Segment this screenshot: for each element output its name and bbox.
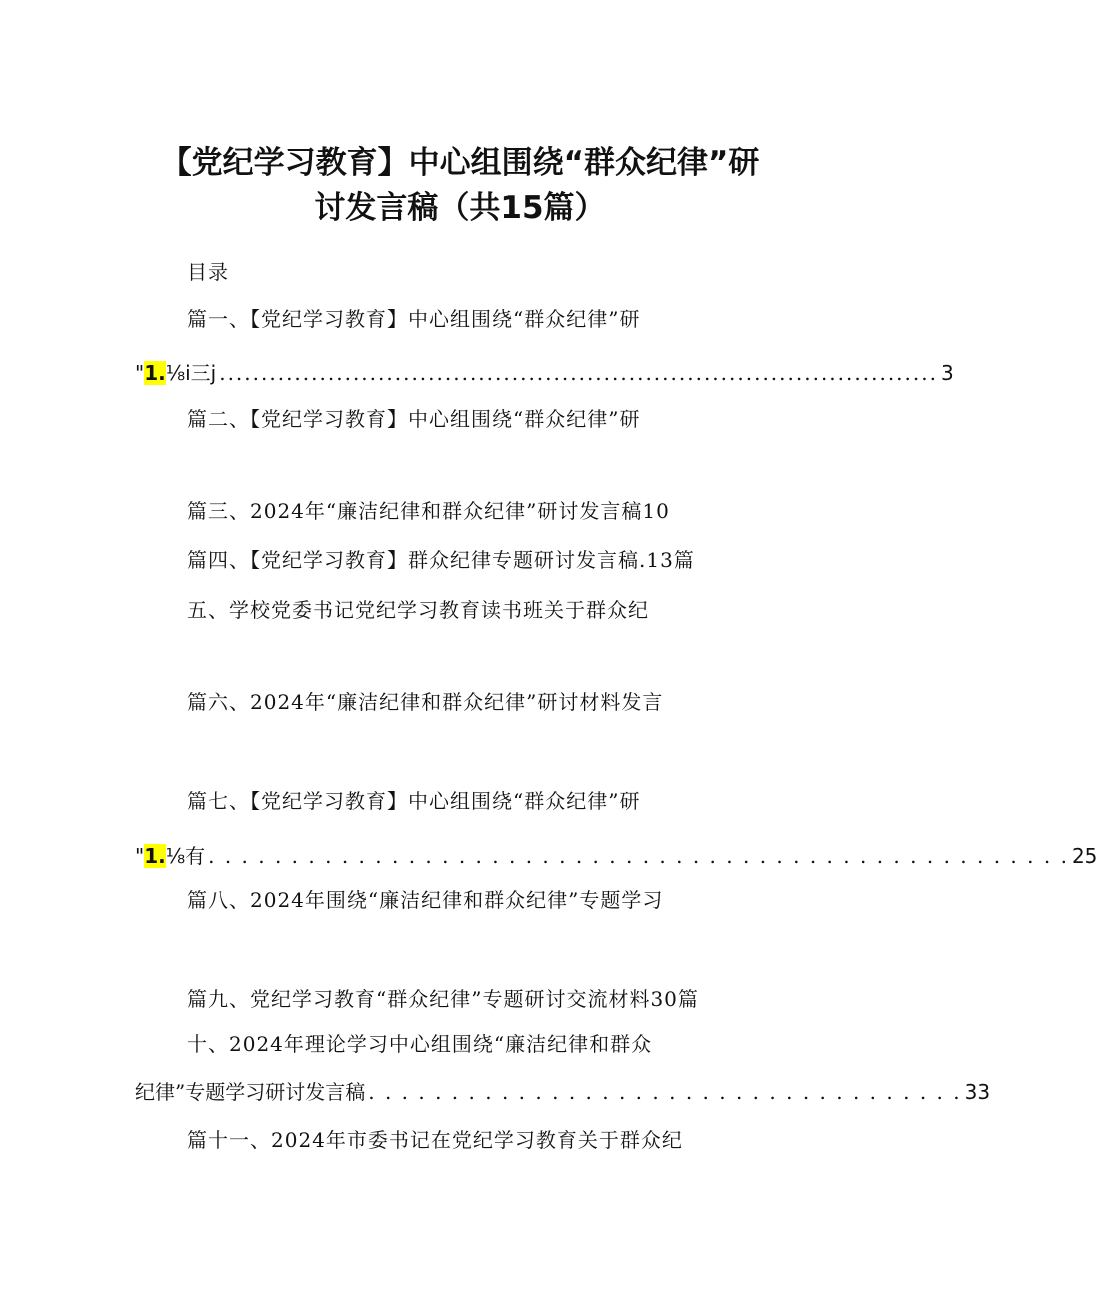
toc-entry-8: 篇八、2024年围绕“廉洁纪律和群众纪律”专题学习 (187, 888, 664, 912)
page-number: 33 (964, 1080, 991, 1104)
toc-heading: 目录 (187, 260, 229, 284)
toc-entry-10: 十、2024年理论学习中心组围绕“廉洁纪律和群众 (187, 1032, 653, 1056)
toc-entry-1-continuation (135, 357, 954, 386)
toc-entry-7-garbled-text: ⅛有 (165, 844, 206, 868)
page-number: 25 (1071, 844, 1097, 868)
toc-entry-7-continuation (135, 840, 1097, 869)
toc-entry-2: 篇二、【党纪学习教育】中心组围绕“群众纪律”研 (187, 407, 641, 431)
toc-entry-7-quote: " (135, 844, 145, 868)
dot-leader: . . . . . . . . . . . . . . . . . . . . . . . . . . . . . . . . . . . . (368, 1080, 962, 1104)
toc-entry-10-text: 纪律”专题学习研讨发言稿 (135, 1080, 366, 1104)
toc-entry-6: 篇六、2024年“廉洁纪律和群众纪律”研讨材料发言 (187, 690, 664, 714)
highlighted-number: 1. (144, 844, 166, 868)
toc-entry-10-continuation (135, 1076, 991, 1105)
toc-entry-3: 篇三、2024年“廉洁纪律和群众纪律”研讨发言稿10 (187, 499, 670, 523)
highlighted-number: 1. (144, 361, 166, 385)
document-title-line-2: 讨发言稿（共15篇） (314, 190, 606, 226)
dot-leader: ...................................................................................... (219, 361, 938, 385)
document-title-line-1: 【党纪学习教育】中心组围绕“群众纪律”研 (160, 145, 760, 181)
toc-entry-9: 篇九、党纪学习教育“群众纪律”专题研讨交流材料30篇 (187, 987, 699, 1011)
toc-entry-11: 篇十一、2024年市委书记在党纪学习教育关于群众纪 (187, 1128, 683, 1152)
dot-leader: . . . . . . . . . . . . . . . . . . . . . . . . . . . . . . . . . . . . . . . . . . . . . . . . . . . . (208, 844, 1069, 868)
toc-entry-5: 五、学校党委书记党纪学习教育读书班关于群众纪 (187, 598, 649, 622)
toc-entry-1-quote: " (135, 361, 145, 385)
toc-entry-1-garbled-text: ⅛i三j (165, 361, 217, 385)
page-number: 3 (940, 361, 954, 385)
toc-entry-1: 篇一、【党纪学习教育】中心组围绕“群众纪律”研 (187, 307, 641, 331)
toc-entry-4: 篇四、【党纪学习教育】群众纪律专题研讨发言稿.13篇 (187, 548, 695, 572)
toc-entry-7: 篇七、【党纪学习教育】中心组围绕“群众纪律”研 (187, 789, 641, 813)
